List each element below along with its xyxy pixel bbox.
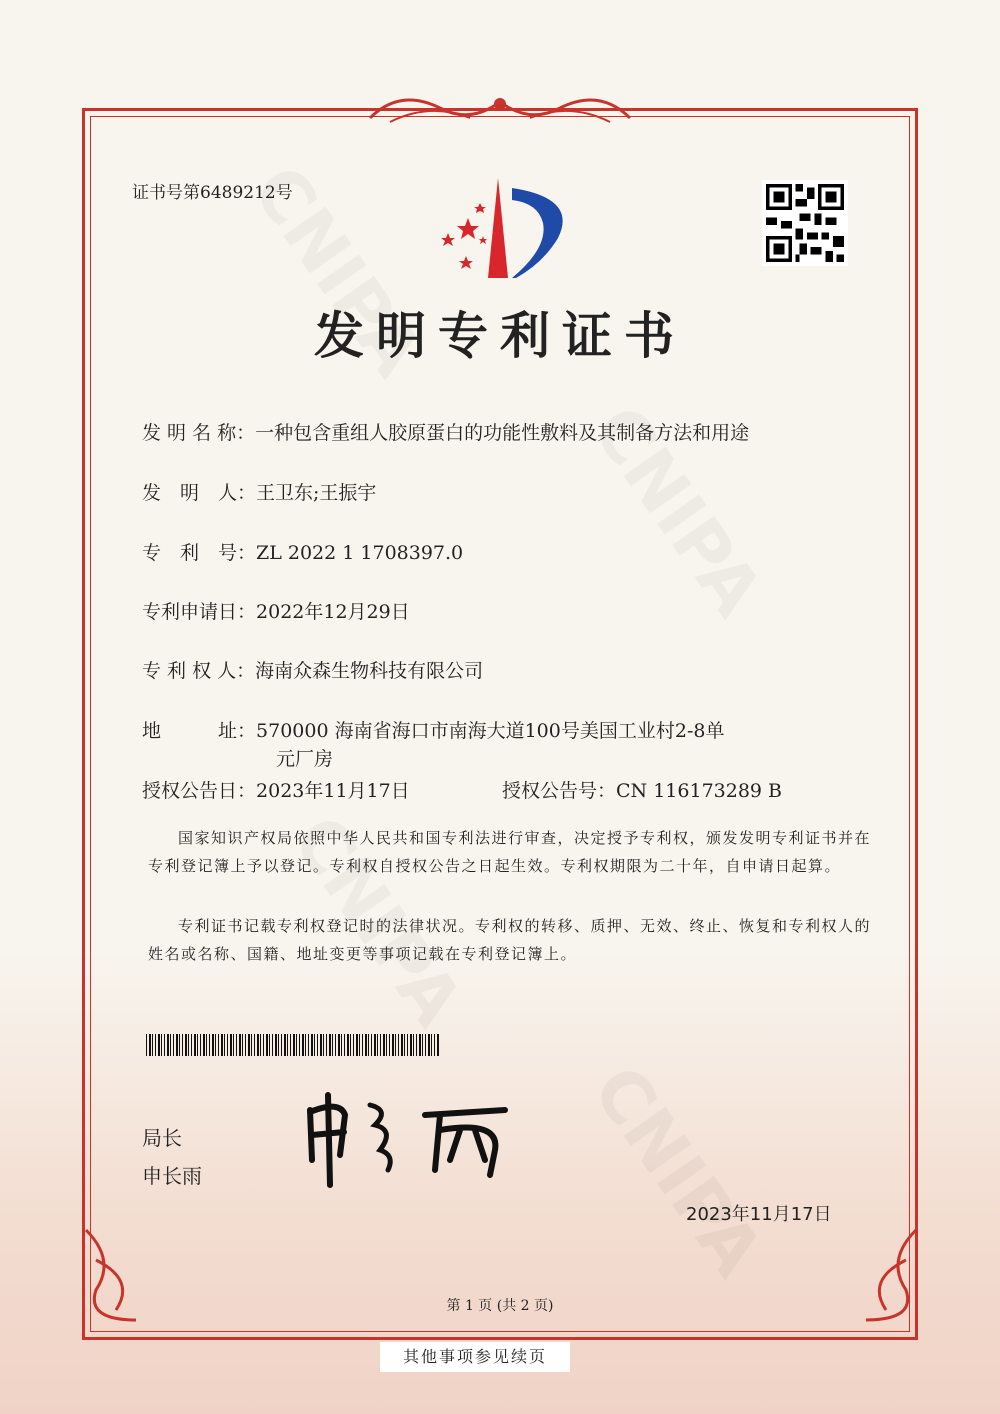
signatory-title: 局长 (142, 1126, 182, 1150)
continue-note: 其他事项参见续页 (380, 1342, 570, 1372)
field-value: 2023年11月17日 (256, 780, 410, 802)
field-patentee (142, 656, 483, 683)
field-inventors (142, 478, 376, 505)
certificate-number: 证书号第6489212号 (132, 183, 293, 203)
certificate-title: 发明专利证书 (314, 306, 686, 365)
field-value: 王卫东;王振宇 (256, 482, 377, 504)
field-announcement-number (502, 776, 782, 803)
field-value: ZL 2022 1 1708397.0 (256, 542, 464, 564)
legal-status-paragraph: 专利证书记载专利权登记时的法律状况。专利权的转移、质押、无效、终止、恢复和专利权人的姓名或名称、国籍、地址变更等事项记载在专利登记簿上。 (148, 917, 872, 963)
field-label: 发 明 名 称： (142, 422, 256, 444)
page-number: 第 1 页 (共 2 页) (446, 1298, 554, 1314)
field-address (142, 716, 724, 743)
qr-code[interactable] (762, 180, 848, 266)
field-application-date (142, 597, 410, 624)
field-label: 专 利 权 人： (142, 660, 256, 682)
issue-date: 2023年11月17日 (686, 1204, 832, 1225)
barcode (146, 1034, 440, 1056)
field-value: 海南众森生物科技有限公司 (255, 660, 484, 682)
field-patent-number (142, 538, 463, 565)
field-value: 570000 海南省海口市南海大道100号美国工业村2-8单 (256, 720, 725, 742)
field-value: CN 116173289 B (616, 780, 783, 802)
handwritten-signature (300, 1090, 520, 1190)
field-address-line2: 元厂房 (276, 748, 334, 770)
field-label: 地 址： (142, 720, 257, 742)
field-value: 一种包含重组人胶原蛋白的功能性敷料及其制备方法和用途 (255, 422, 750, 444)
field-value: 2022年12月29日 (256, 601, 410, 623)
signatory-name: 申长雨 (142, 1164, 202, 1188)
top-ornament (360, 88, 640, 132)
field-label: 专 利 号： (142, 542, 257, 564)
field-label: 授权公告号： (502, 780, 617, 802)
cnipa-logo (428, 178, 578, 288)
field-label: 专利申请日： (142, 601, 257, 623)
field-label: 发 明 人： (142, 482, 257, 504)
statement-paragraph: 国家知识产权局依照中华人民共和国专利法进行审查，决定授予专利权，颁发发明专利证书并在专利登记簿上予以登记。专利权自授权公告之日起生效。专利权期限为二十年，自申请日起算。 (148, 829, 872, 875)
field-label: 授权公告日： (142, 780, 257, 802)
field-invention-name (142, 418, 749, 445)
field-grant-date (142, 776, 410, 803)
